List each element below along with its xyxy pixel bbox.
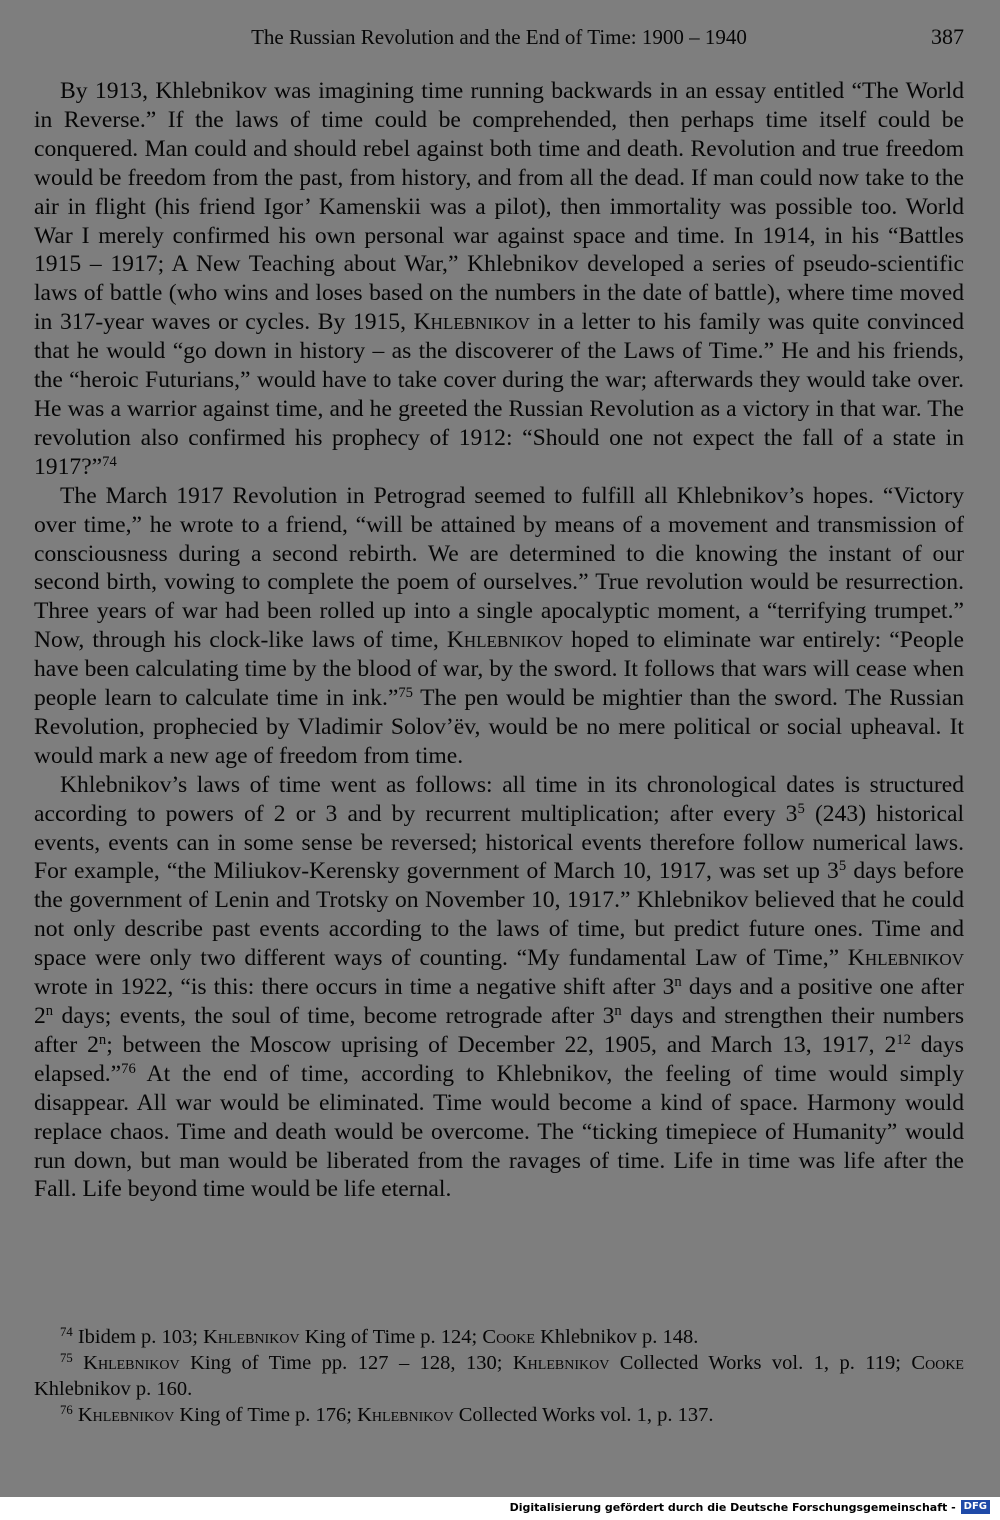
running-head xyxy=(34,22,964,52)
text-run: wrote in 1922, “is this: there occurs in time a negative shift after 3 xyxy=(34,974,675,1001)
text-run: days elapsed.” xyxy=(34,1031,964,1087)
text-run: Ibidem p. 103; xyxy=(72,1326,204,1348)
text-run xyxy=(73,1352,83,1374)
footnote-74 xyxy=(34,1324,964,1350)
text-run: King of Time p. 176; xyxy=(174,1404,358,1426)
author-name: Khlebnikov xyxy=(203,1326,300,1348)
text-run: The March 1917 Revolution in Petrograd seemed to fulfill all Khlebnikov’s hopes. “Victory over time,” he wrote to a friend, “will be attained by means of a movement and transmission of consciousness during a second rebirth. We are determined to die knowing the instant of our second birth, vowing to complete the poem of ourselves.” True revolution would be resurrection. Three years of war had been rolled up into a single apocalyptic moment, a “terrifying trumpet.” Now, through his clock-like laws of time, xyxy=(34,482,964,654)
author-name: Cooke xyxy=(482,1326,535,1348)
footnote-marker: 76 xyxy=(121,1060,136,1077)
text-run: King of Time pp. 127 – 128, 130; xyxy=(179,1352,513,1374)
credit-text: Digitalisierung gefördert durch die Deutsche Forschungsgemeinschaft - xyxy=(509,1500,956,1514)
text-run: days before the government of Lenin and Trotsky on November 10, 1917.” Khlebnikov believed that he could not only describe past events according to the laws of time, but predict future ones. Time and space were only two different ways of counting. “My fundamental Law of Time,” xyxy=(34,858,964,972)
author-name: Khlebnikov xyxy=(847,945,964,972)
footnote-marker: 76 xyxy=(60,1403,73,1418)
footnote-75 xyxy=(34,1350,964,1402)
footnote-marker: n xyxy=(674,974,682,991)
author-name: Khlebnikov xyxy=(446,627,564,654)
footnote-marker: 74 xyxy=(102,453,117,470)
dfg-logo: DFG xyxy=(961,1500,990,1514)
author-name: Khlebnikov xyxy=(512,1352,610,1374)
author-name: Khlebnikov xyxy=(83,1352,180,1374)
text-run: Khlebnikov p. 148. xyxy=(534,1326,699,1348)
text-run: ; between the Moscow uprising of December 22, 1905, and March 13, 1917, 2 xyxy=(106,1031,897,1058)
footnote-marker: n xyxy=(98,1031,107,1048)
text-run: days and strengthen their numbers after 2 xyxy=(34,1003,965,1058)
text-run: Khlebnikov’s laws of time went as follows: all time in its chronological dates is structured according to powers of 2 or 3 and by recurrent multiplication; after every 3 xyxy=(34,771,964,827)
footnote-marker: 5 xyxy=(797,800,805,817)
footnote-marker: 75 xyxy=(398,684,413,701)
author-name: Khlebnikov xyxy=(77,1404,175,1426)
text-run: The pen would be mightier than the sword. The Russian Revolution, prophecied by Vladimir Solov’ëv, would be no mere political or social upheaval. It would mark a new age of freedom from time. xyxy=(34,685,964,769)
paragraph xyxy=(34,77,964,482)
text-run: days and a positive one after 2 xyxy=(34,974,964,1029)
footnote-marker: n xyxy=(614,1002,622,1019)
paragraph xyxy=(34,771,964,1205)
paragraph xyxy=(34,482,964,771)
page-number: 387 xyxy=(931,24,964,49)
text-run: in a letter to his family was quite convinced that he would “go down in history – as the discoverer of the Laws of Time.” He and his friends, the “heroic Futurians,” would have to take cover during the war; afterwards they would take over. He was a warrior against time, and he greeted the Russian Revolution as a victory in that war. The revolution also confirmed his prophecy of 1912: “Should one not expect the fall of a state in 1917?” xyxy=(34,309,964,480)
author-name: Khlebnikov xyxy=(357,1404,454,1426)
digitization-credit xyxy=(510,1499,990,1515)
footnote-marker: 12 xyxy=(896,1031,911,1048)
text-run: Collected Works vol. 1, p. 119; xyxy=(609,1352,912,1374)
footnote-76 xyxy=(34,1402,964,1428)
footnote-marker: 5 xyxy=(838,858,847,875)
text-run: King of Time p. 124; xyxy=(299,1326,483,1348)
footnote-marker: 75 xyxy=(60,1351,73,1366)
body-text xyxy=(34,77,964,1204)
text-run: hoped to eliminate war entirely: “People have been calculating time by the blood of war, by the sword. It follows that wars will cease when people learn to calculate time in ink.” xyxy=(34,627,964,712)
footnote-marker: 74 xyxy=(60,1325,73,1340)
text-run: By 1913, Khlebnikov was imagining time running backwards in an essay entitled “The World in Reverse.” If the laws of time could be comprehended, then perhaps time itself could be conquered. Man could and should rebel against both time and death. Revolution and true freedom would be freedom from the past, from history, and from all the dead. If man could now take to the air in flight (his friend Igor’ Kamenskii was a pilot), then immortality was possible too. World War I merely confirmed his own personal war against space and time. In 1914, in his “Battles 1915 – 1917; A New Teaching about War,” Khlebnikov developed a series of pseudo-scientific laws of battle (who wins and loses based on the numbers in the date of battle), where time moved in 317-year waves or cycles. By 1915, xyxy=(34,78,964,336)
footnotes xyxy=(34,1324,964,1428)
author-name: Cooke xyxy=(911,1352,964,1374)
text-run: days; events, the soul of time, become retrograde after 3 xyxy=(53,1003,615,1029)
text-run: At the end of time, according to Khlebnikov, the feeling of time would simply disappear. All war would be eliminated. Time would become a kind of space. Harmony would replace chaos. Time and death would be overcome. The “ticking timepiece of Humanity” would run down, but man would be liberated from the ravages of time. Life in time was life after the Fall. Life beyond time would be life eternal. xyxy=(34,1060,964,1203)
text-run: (243) historical events, events can in some sense be reversed; historical events therefore follow numerical laws. For example, “the Miliukov-Kerensky government of March 10, 1917, was set up 3 xyxy=(34,800,964,885)
running-title: The Russian Revolution and the End of Time: 1900 – 1940 xyxy=(251,25,747,49)
author-name: Khlebnikov xyxy=(413,309,530,336)
text-run: Collected Works vol. 1, p. 137. xyxy=(453,1404,714,1426)
footnote-marker: n xyxy=(45,1002,54,1019)
text-run: Khlebnikov p. 160. xyxy=(34,1378,193,1400)
